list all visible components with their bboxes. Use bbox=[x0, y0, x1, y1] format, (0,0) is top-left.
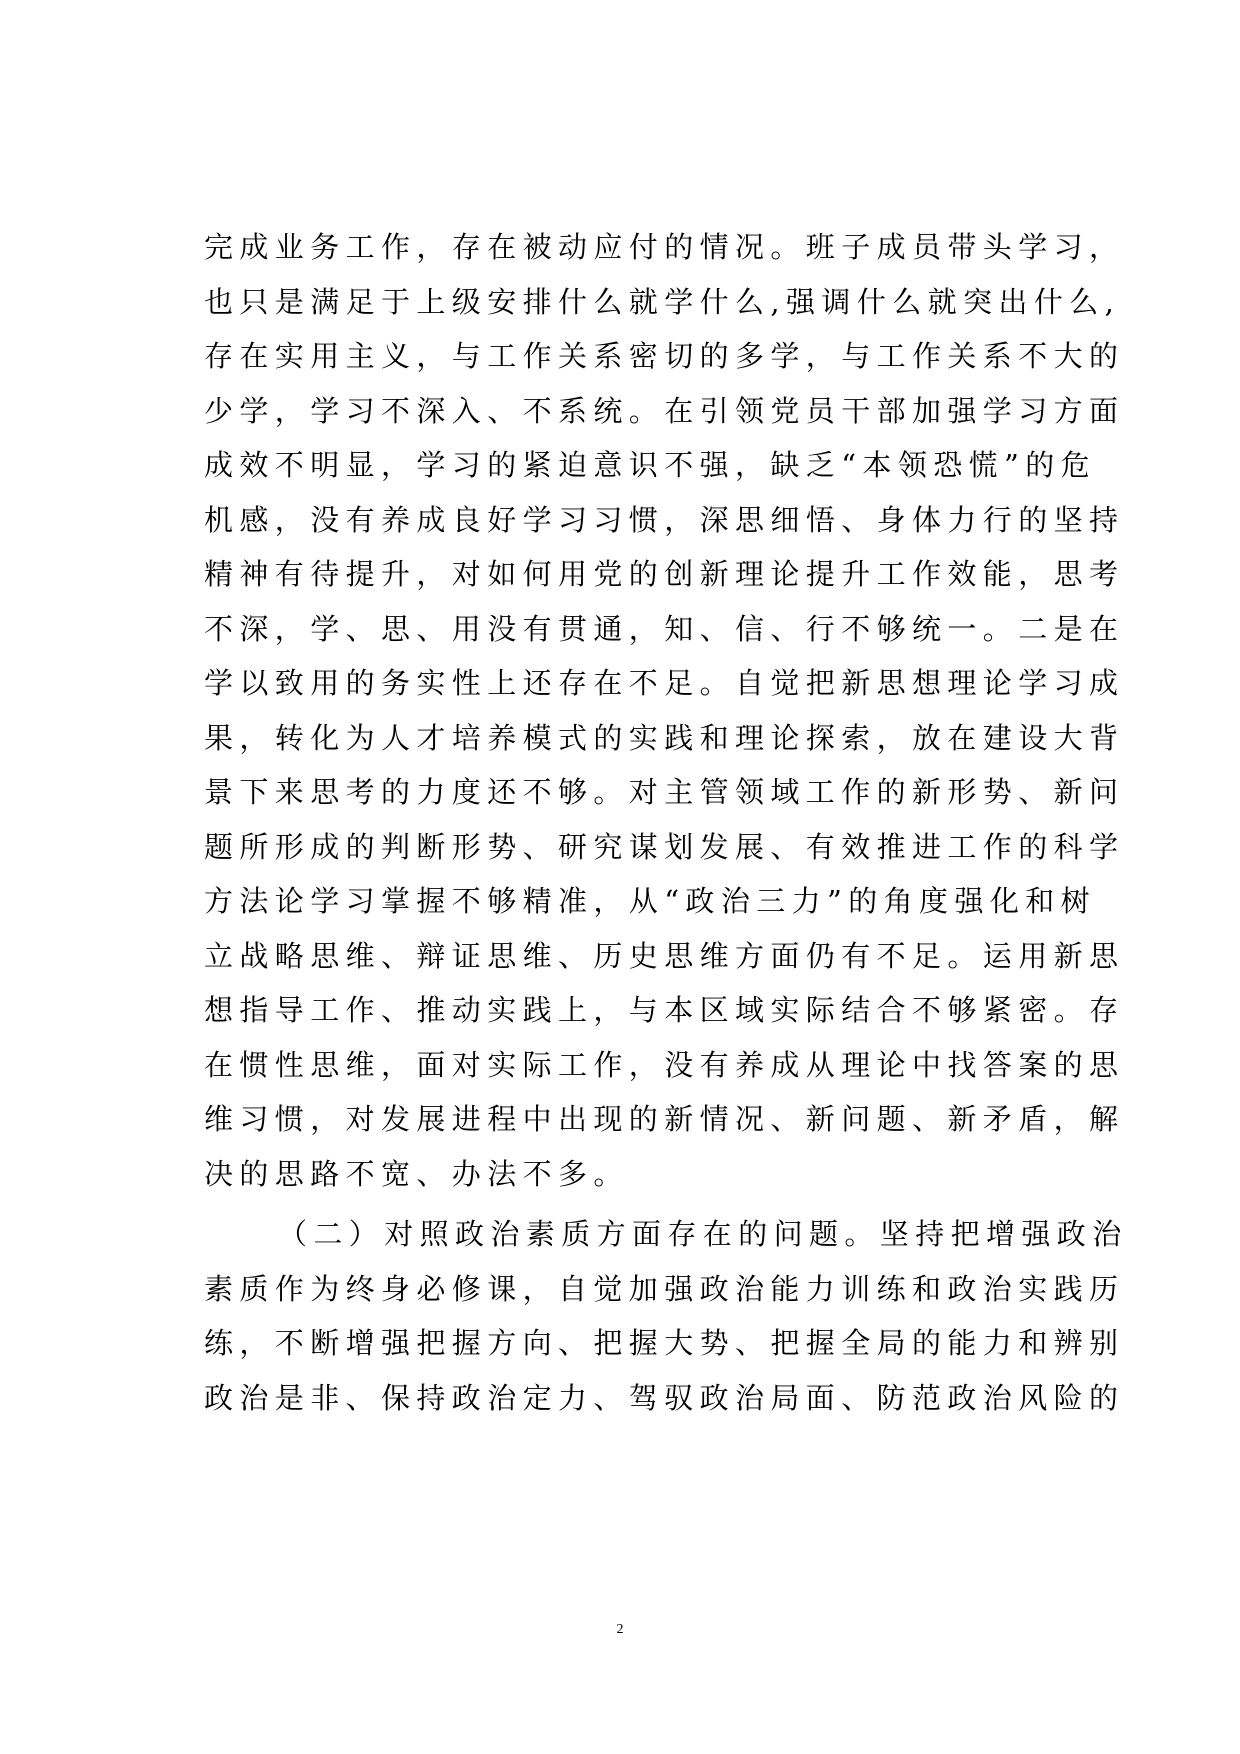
text-line: 题所形成的判断形势、研究谋划发展、有效推进工作的科学 bbox=[204, 829, 1125, 864]
text-line: 不深，学、思、用没有贯通，知、信、行不够统一。二是在 bbox=[204, 611, 1125, 646]
text-line-first-indented: （二）对照政治素质方面存在的问题。坚持把增强政治 bbox=[278, 1217, 1128, 1251]
body-text bbox=[204, 220, 1128, 1425]
text-line: 也只是满足于上级安排什么就学什么,强调什么就突出什么, bbox=[204, 284, 1121, 319]
text-line: 少学，学习不深入、不系统。在引领党员干部加强学习方面 bbox=[204, 393, 1125, 428]
text-line: 决的思路不宽、办法不多。 bbox=[204, 1156, 629, 1191]
text-line: 维习惯，对发展进程中出现的新情况、新问题、新矛盾，解 bbox=[204, 1102, 1125, 1136]
text-line: 想指导工作、推动实践上，与本区域实际结合不够紧密。存 bbox=[204, 993, 1125, 1027]
paragraph-1 bbox=[204, 220, 1125, 1201]
text-line: 机感，没有养成良好学习习惯，深思细悟、身体力行的坚持 bbox=[204, 502, 1125, 537]
text-line: 成效不明显，学习的紧迫意识不强，缺乏“本领恐慌”的危 bbox=[204, 448, 1097, 482]
text-line: 学以致用的务实性上还存在不足。自觉把新思想理论学习成 bbox=[204, 666, 1125, 700]
text-line: 果，转化为人才培养模式的实践和理论探索，放在建设大背 bbox=[204, 720, 1125, 755]
page-number: 2 bbox=[616, 1622, 624, 1637]
text-line: 景下来思考的力度还不够。对主管领域工作的新形势、新问 bbox=[204, 775, 1125, 809]
text-line: 素质作为终身必修课，自觉加强政治能力训练和政治实践历 bbox=[204, 1271, 1125, 1306]
paragraph-2 bbox=[204, 1207, 1128, 1425]
text-line: 存在实用主义，与工作关系密切的多学，与工作关系不大的 bbox=[204, 339, 1125, 373]
text-line: 练，不断增强把握方向、把握大势、把握全局的能力和辨别 bbox=[204, 1326, 1125, 1360]
text-line: 精神有待提升，对如何用党的创新理论提升工作效能，思考 bbox=[204, 557, 1125, 591]
text-line: 完成业务工作，存在被动应付的情况。班子成员带头学习， bbox=[204, 230, 1125, 264]
text-line: 立战略思维、辩证思维、历史思维方面仍有不足。运用新思 bbox=[204, 938, 1125, 973]
text-line: 在惯性思维，面对实际工作，没有养成从理论中找答案的思 bbox=[204, 1047, 1125, 1082]
text-line: 方法论学习掌握不够精准，从“政治三力”的角度强化和树 bbox=[204, 884, 1097, 918]
text-line: 政治是非、保持政治定力、驾驭政治局面、防范政治风险的 bbox=[204, 1380, 1125, 1415]
